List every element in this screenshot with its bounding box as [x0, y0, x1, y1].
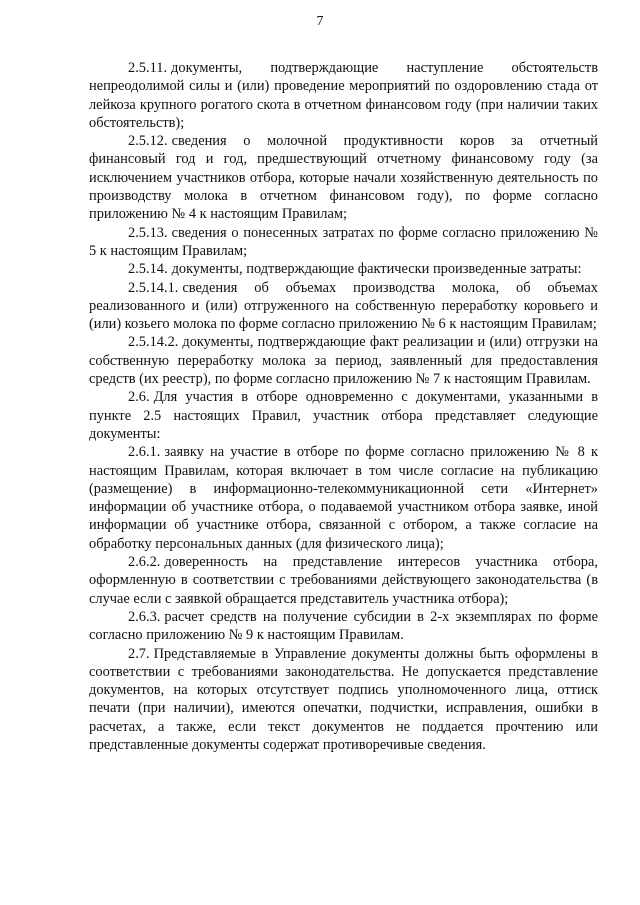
paragraph-2-5-14-1: [89, 279, 598, 334]
paragraph-text: документы, подтверждающие наступление обстоятельств непреодолимой силы и (или) проведение мероприятий по оздоровлению стада от лейкоза крупного рогатого скота в отчетном финансовом году (при наличии таких обстоятельств);: [89, 60, 598, 131]
paragraph-number: 2.6.2.: [128, 554, 161, 571]
paragraph-text: сведения о понесенных затратах по форме согласно приложению № 5 к настоящим Правилам;: [89, 224, 598, 259]
paragraph-number: 2.6.1.: [128, 444, 161, 461]
paragraph-2-5-12: [89, 132, 598, 223]
paragraph-text: документы, подтверждающие фактически произведенные затраты:: [171, 261, 582, 278]
paragraph-text: Для участия в отборе одновременно с документами, указанными в пункте 2.5 настоящих Правил, участник отбора представляет следующие документы:: [89, 389, 598, 442]
paragraph-2-5-13: [89, 224, 598, 261]
paragraph-text: Представляемые в Управление документы должны быть оформлены в соответствии с требованиями законодательства. Не допускается представление документов, на которых отсутствует подпись уполномоченного лица, оттиск печати (при наличии), имеются опечатки, подчистки, исправления, ошибки в расчетах, а также, если текст документов не поддается прочтению или представленные документы содержат противоречивые сведения.: [89, 645, 598, 753]
paragraph-2-5-11: [89, 59, 598, 132]
paragraph-number: 2.5.11.: [128, 60, 168, 76]
page-number: 7: [316, 14, 324, 29]
paragraph-number: 2.5.14.1.: [128, 279, 179, 296]
paragraph-number: 2.6.3.: [128, 608, 161, 625]
paragraph-text: доверенность на представление интересов участника отбора, оформленную в соответствии с требованиями действующего законодательства (в случае если с заявкой обращается представитель участника отбора);: [89, 554, 598, 607]
paragraph-text: расчет средств на получение субсидии в 2-х экземплярах по форме согласно приложению № 9 к настоящим Правилам.: [89, 608, 598, 644]
paragraph-number: 2.5.13.: [128, 224, 168, 241]
paragraph-2-6: [89, 388, 598, 443]
paragraph-number: 2.5.14.2.: [128, 334, 179, 351]
paragraph-text: документы, подтверждающие факт реализации и (или) отгрузки на собственную переработку молока за период, заявленный для предоставления средств (их реестр), по форме согласно приложению № 7 к настоящим Правилам.: [89, 334, 598, 388]
paragraph-2-6-2: [89, 553, 598, 608]
paragraph-2-5-14-2: [89, 333, 598, 388]
paragraph-2-6-1: [89, 443, 598, 553]
paragraph-number: 2.5.14.: [128, 261, 168, 278]
paragraph-number: 2.7.: [128, 645, 150, 662]
paragraph-text: сведения о молочной продуктивности коров за отчетный финансовый год и год, предшествующий отчетному финансовому году (за исключением участников отбора, которые начали хозяйственную деятельность по производству молока в отчетном финансовом году), по форме согласно приложению № 4 к настоящим Правилам;: [89, 133, 598, 223]
paragraph-2-7: [89, 645, 598, 755]
document-body: [89, 59, 598, 754]
paragraph-number: 2.5.12.: [128, 133, 168, 150]
paragraph-text: сведения об объемах производства молока, об объемах реализованного и (или) отгруженного на собственную переработку коровьего и (или) козьего молока по форме согласно приложению № 6 к настоящим Правилам;: [89, 279, 598, 333]
paragraph-number: 2.6.: [128, 389, 150, 406]
paragraph-text: заявку на участие в отборе по форме согласно приложению № 8 к настоящим Правилам, которая включает в том числе согласие на публикацию (размещение) в информационно-телекоммуникационной сети «Интернет» информации об участнике отбора, о подаваемой участником отбора заявке, иной информации об участнике отбора, связанной с отбором, а также согласие на обработку персональных данных (для физического лица);: [89, 444, 598, 552]
paragraph-2-5-14: [89, 260, 598, 278]
paragraph-2-6-3: [89, 608, 598, 645]
